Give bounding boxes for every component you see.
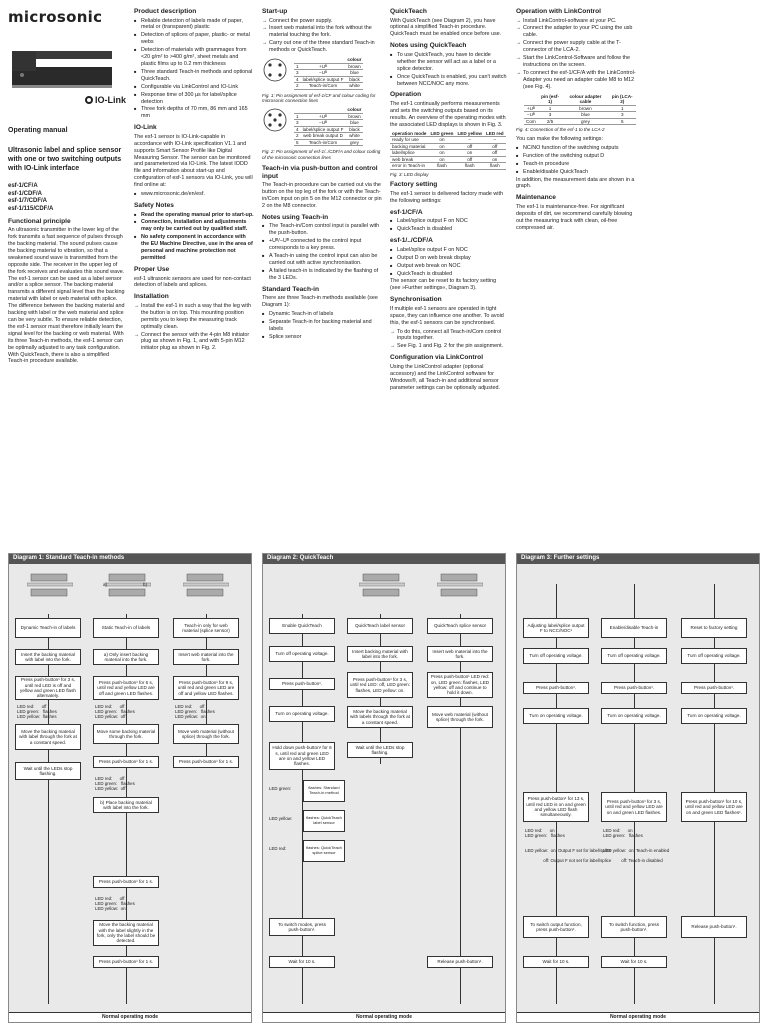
linkcontrol-heading: Configuration via LinkControl — [390, 354, 484, 362]
list-item: → To connect the esf-1/CF/A with the LinkControl-Adapter you need an adapter cable M8 to M12 (see Fig. 4). — [516, 70, 636, 91]
mode-splice: flashes: QuickTeach splice sensor — [303, 840, 345, 862]
flow-step: To switch output function, press push-button¹. — [523, 916, 589, 938]
list-item: ■ Teach-in procedure — [516, 161, 636, 168]
qnotes-heading: Notes using QuickTeach — [390, 42, 467, 50]
led-state: LED red: off LED green: flashes LED yellow: on — [175, 704, 215, 720]
list-item: ■ Three fork depths of 70 mm, 86 mm and 165 mm — [134, 106, 254, 120]
operation-heading: Operation — [390, 91, 422, 99]
table-row: 1 +Uᴮ brown — [294, 63, 363, 70]
list-item: → Start the LinkControl-Software and follow the instructions on the screen. — [516, 55, 636, 69]
enable-quickteach-header: Enable QuickTeach — [269, 618, 335, 634]
table-row: 4 label/splice output F black — [294, 126, 363, 133]
fork-illustration — [183, 572, 229, 598]
functional-heading: Functional principle — [8, 217, 71, 225]
list-item: → See Fig. 1 and Fig. 2 for the pin assignment. — [390, 343, 508, 350]
factory-heading: Factory setting — [390, 181, 438, 189]
fork-illustration — [27, 572, 73, 598]
factory-text: The esf-1 sensor is delivered factory made with the following settings: — [390, 191, 503, 204]
flow-step: Press push-button¹ for 1 s. — [93, 756, 159, 768]
list-item: ■ To use QuickTeach, you have to decide whether the sensor will act as a label or a splice detector. — [390, 52, 508, 73]
fig2-pin-assignment — [262, 107, 382, 146]
fork-illustration — [437, 572, 483, 598]
list-item: ■ Output web break on NOC — [390, 263, 508, 270]
safety-list — [134, 212, 254, 262]
list-item: ■ QuickTeach is disabled — [390, 226, 508, 233]
flow-step: Press push-button¹. — [681, 682, 747, 694]
flow-step: Turn off operating voltage. — [681, 648, 747, 664]
led-green-label: LED green: — [269, 786, 292, 791]
list-item: ■ No safety component in accordance with the EU Machine Directive, use in the area of personal and machine protection not permitted — [134, 234, 254, 262]
startup-list — [262, 18, 382, 55]
dynamic-teachin-header: Dynamic Teach-in of labels — [15, 618, 81, 638]
list-item: ■ Label/splice output F on NOC — [390, 247, 508, 254]
installation-heading: Installation — [134, 293, 169, 301]
flow-step: To switch function, press push-button¹. — [601, 916, 667, 938]
diagram-footer: Normal operating mode — [9, 1012, 251, 1022]
table-row: 5 Teach-in/Com grey — [294, 139, 363, 146]
flow-step: Press push-button¹ for 13 s, until red LED is on and green and yellow LED flash simultaneously. — [523, 792, 589, 822]
flow-step: Wait until the LEDs stop flashing. — [347, 742, 413, 758]
flow-step: Press push-button¹ for 3 s, until red and yellow LED are on and green LED flashes. — [601, 792, 667, 822]
diagram-2 — [262, 553, 506, 1023]
cf-heading: esf-1/CF/A — [390, 208, 423, 216]
list-item: ■ Reliable detection of labels made of paper, metal or (transparent) plastic — [134, 18, 254, 32]
quickteach-text: With QuickTeach (see Diagram 2), you have optional a simplified Teach-in procedure. QuickTeach must be enabled once before use. — [390, 17, 502, 38]
led-yellow-label: LED yellow: — [269, 816, 293, 821]
diagram-title: Diagram 1: Standard Teach-in methods — [9, 554, 251, 564]
led-red-label: LED red: — [269, 846, 287, 851]
flow-step: Press push-button¹. — [269, 678, 335, 690]
flow-step: Wait for 10 s. — [269, 956, 335, 968]
fig2-caption: Fig. 2: Pin assignment of esf-1/../CDF/A and colour coding of the microsonic connection lines — [262, 149, 381, 161]
flow-step: Press push-button¹ for 3 s, until red LED: off, LED green: flashes, LED yellow: on. — [347, 672, 413, 698]
quickteach-heading: QuickTeach — [390, 8, 427, 15]
diagram-1 — [8, 553, 252, 1023]
standard-heading: Standard Teach-in — [262, 285, 320, 293]
model-list — [8, 183, 126, 214]
led-state: LED red: off LED green: flashes LED yellow: off — [95, 704, 135, 720]
fig4-table: pin (esf-1) colour adapter cable pin (LCA-2) +Uᴮ 1 brown 1 −Uᴮ 3 blue 3 Com 2/5 grey 5 — [524, 94, 636, 126]
model-item: esf-1/7/CDF/A — [8, 198, 48, 205]
flow-step: Press push-button¹ for 1 s. — [93, 876, 159, 888]
table-row: 2 Teach-in/Com white — [294, 83, 363, 90]
make-text: You can make the following settings: — [516, 136, 604, 143]
cdf-list — [390, 247, 508, 278]
flow-step: Press push-button¹ for 1 s. — [173, 756, 239, 768]
iolink-text: The esf-1 sensor is IO-Link-capable in accordance with IO-Link specification V1.1 and supports Smart Sensor Profile like Digital Measuring Sensor. The sensor can be monitored and parameterized via IO-Link. The latest IODD file and information about start-up and configuration of esf-1 sensors via IO-Link, you will find online at: — [134, 133, 253, 189]
list-item: ■ Function of the switching output D — [516, 153, 636, 160]
label-a: a) — [103, 582, 107, 587]
list-item: ■ The Teach-in/Com control input is parallel with the push-button. — [262, 223, 382, 237]
flow-step: Turn off operating voltage. — [269, 646, 335, 662]
list-item: → Connect the adapter to your PC using the usb cable. — [516, 25, 636, 39]
table-row: 3 −Uᴮ blue — [294, 70, 363, 77]
notes-list — [262, 223, 382, 281]
maintenance-heading: Maintenance — [516, 194, 556, 202]
quickteach-label-header: QuickTeach label sensor — [347, 618, 413, 634]
column-5 — [516, 8, 636, 234]
model-item: esf-1/115/CDF/A — [8, 205, 54, 212]
qnotes-list — [390, 52, 508, 88]
table-row: error in Teach-in flash flash flash — [390, 163, 506, 170]
diagram-3 — [516, 553, 760, 1023]
table-row: 4 label/splice output F black — [294, 76, 363, 83]
flow-step: Turn off operating voltage. — [523, 648, 589, 664]
flow-step: b) Place backing material with label into the fork. — [93, 797, 159, 813]
flow-step: Wait until the LEDs stop flashing. — [15, 762, 81, 780]
column-2 — [134, 8, 254, 353]
enable-teachin-header: Enable/disable Teach-in — [601, 618, 667, 638]
product-list — [134, 18, 254, 121]
web-teachin-header: Teach-in only for web material (splice sensor) — [173, 618, 239, 638]
label-b: b) — [143, 582, 147, 587]
diagrams-text: In addition, the measurement data are shown in a graph. — [516, 176, 635, 190]
list-item: ■ Three standard Teach-in methods and optional QuickTeach. — [134, 69, 254, 83]
sync-list — [390, 329, 508, 351]
sync-heading: Synchronisation — [390, 296, 442, 304]
list-item: → Connect the power supply cable at the T-connector of the LCA-2. — [516, 40, 636, 54]
list-item: → Install LinkControl-software at your PC. — [516, 18, 636, 25]
list-item: ■ Detection of materials with grammages from <20 g/m² to >400 g/m², sheet metals and plastic films up to 0.2 mm thickness — [134, 47, 254, 68]
column-4 — [390, 8, 508, 394]
make-list — [516, 145, 636, 176]
iolink-icon — [85, 96, 93, 104]
diagram-title: Diagram 3: Further settings — [517, 554, 759, 564]
led-state: LED red: off LED green: flashes LED yellow: flashes — [17, 704, 57, 720]
table-row: web break on off on — [390, 156, 506, 163]
table-row: 3 −Uᴮ blue — [294, 120, 363, 127]
fig2-table — [294, 107, 363, 146]
flow-step: Press push-button¹ for 1 s. — [93, 956, 159, 968]
model-item: esf-1/CF/A — [8, 182, 38, 189]
notes-heading: Notes using Teach-in — [262, 213, 329, 221]
adjust-output-header: Adjusting label/splice output F to NCC/NOC¹ — [523, 618, 589, 638]
table-row: backing material on off off — [390, 143, 506, 150]
proper-use-heading: Proper Use — [134, 265, 170, 273]
list-item: ■ Connection, installation and adjustments may only be carried out by qualified staff. — [134, 219, 254, 233]
flow-step: Turn on operating voltage. — [269, 706, 335, 722]
diagram-footer: Normal operating mode — [517, 1012, 759, 1022]
flow-step: Move some backing material through the fork. — [93, 724, 159, 744]
op-linkcontrol-list — [516, 18, 636, 91]
flow-step: Press push-button¹ for 9 s, until red and green LED are off and yellow LED flashes. — [173, 676, 239, 700]
flow-step: Release push-button¹. — [681, 916, 747, 938]
list-item: → Install the esf-1 in such a way that the leg with the button is on top. This mounting position permits you to keep the measuring track optimally clean. — [134, 303, 254, 331]
flow-step: Wait for 10 s. — [523, 956, 589, 968]
maintenance-text: The esf-1 is maintenance-free. For significant deposits of dirt, we recommend carefully blowing out the measuring track with clean, oil-free compressed air. — [516, 203, 633, 231]
installation-list — [134, 303, 254, 352]
table-row: +Uᴮ 1 brown 1 — [524, 105, 636, 112]
cdf-heading: esf-1/../CDF/A — [390, 237, 433, 245]
led-state: LED red: on LED green: flashes — [525, 828, 565, 839]
table-row: ready for use on – – — [390, 137, 506, 144]
flow-step: Insert backing material with label into the fork. — [347, 646, 413, 662]
fig4-caption: Fig. 4: Connection of the esf-1 to the LCA-2 — [516, 127, 605, 133]
flow-step: Press push-button¹. — [523, 682, 589, 694]
flow-step: a) Only insert backing material into the fork. — [93, 649, 159, 665]
table-row: 2 web break output D white — [294, 133, 363, 140]
flow-step: Move web material (without splice) through the fork. — [173, 724, 239, 744]
list-item: → Insert web material into the fork without the material touching the fork. — [262, 25, 382, 39]
flow-step: Turn on operating voltage. — [681, 708, 747, 724]
fig1-table — [294, 57, 363, 90]
column-3 — [262, 8, 382, 342]
startup-heading: Start-up — [262, 8, 288, 15]
led-state: LED yellow: on: Teach-in enabled off: Teach-in disabled — [603, 848, 670, 864]
list-item: ■ Enable/disable QuickTeach — [516, 169, 636, 176]
flow-step: Press push-button¹ for 3 s, until red LED is off and yellow and green LED flash alternately. — [15, 676, 81, 700]
flow-step: Hold down push-button¹ for 6 s, until red and green LED are on and yellow LED flashes. — [269, 742, 335, 770]
teach-heading: Teach-in via push-button and control input — [262, 165, 378, 180]
list-item: ■ +Uᴮ/−Uᴮ connected to the control input corresponds to a key press. — [262, 238, 382, 252]
list-item: ■ A failed teach-in is indicated by the flashing of the 3 LEDs. — [262, 268, 382, 282]
op-linkcontrol-heading: Operation with LinkControl — [516, 8, 601, 15]
flow-step: Turn off operating voltage. — [601, 648, 667, 664]
iolink-url[interactable]: ■ www.microsonic.de/en/esf. — [134, 191, 254, 198]
m12-connector-icon — [262, 107, 288, 133]
list-item: → To do this, connect all Teach-in/Com control inputs together. — [390, 329, 508, 343]
flow-step: Insert web material into the fork. — [173, 649, 239, 665]
flow-step: To switch modes, press push-button¹. — [269, 918, 335, 936]
mode-label: flashes: QuickTeach label sensor — [303, 810, 345, 832]
fig1-pin-assignment — [262, 57, 382, 90]
fig3-led-table: operation mode LED green LED yellow LED red ready for use on – – backing material on off off label/splice on on off web break on off on error in Teach-in flash flash flash — [392, 130, 504, 169]
list-item: ■ Separate Teach-in for backing material and labels — [262, 319, 382, 333]
brand-logo: microsonic — [8, 8, 103, 26]
fig1-caption: Fig. 1: Pin assignment of esf-1/CF and colour coding for microsonic connection lines — [262, 92, 376, 104]
functional-text: An ultrasonic transmitter in the lower leg of the fork transmits a fast sequence of pulses through the backing material. The sound pulses cause the backing material to vibration, so that a weakened sound wave is transmitted from the opposite side. The receiver in the upper leg of the fork receives and evaluates this sound wave. The esf-1 sensor can be used as a label sensor and/or a splice sensor. The backing material transmits a different signal level than the backing material with label or web material with splice. The difference between the backing material and backing with label or the web material and splice can be very subtle. To ensure reliable detection, the esf-1 sensor must therefore initially learn the signal level for the backing or web material. With its three Teach-in methods, the esf-1 sensor can be optimally adjusted to any task configuration. With QuickTeach, there is also a simplified Teach-in procedure available. — [8, 227, 125, 365]
list-item: ■ Response time of 300 µs for label/splice detection — [134, 92, 254, 106]
fork-sensor-illustration — [8, 37, 126, 97]
list-item: → Carry out one of the three standard Teach-in methods or QuickTeach. — [262, 40, 382, 54]
flow-step: Move web material (without splice) through the fork. — [427, 706, 493, 728]
flow-step: Turn on operating voltage. — [601, 708, 667, 724]
table-row: label/splice on on off — [390, 150, 506, 157]
list-item: → Connect the power supply. — [262, 18, 382, 25]
list-item: ■ Configurable via LinkControl and IO-Link — [134, 84, 254, 91]
reset-text: The sensor can be reset to its factory setting (see »Further settings«, Diagram 3). — [390, 278, 497, 292]
operating-manual-heading: Operating manual — [8, 126, 68, 134]
standard-text: There are three Teach-in methods available (see Diagram 1): — [262, 295, 378, 309]
table-header: colour — [347, 107, 362, 113]
list-item: ■ NC/NO function of the switching outputs — [516, 145, 636, 152]
flow-step: Insert web material into the fork. — [427, 646, 493, 662]
flow-step: Turn on operating voltage. — [523, 708, 589, 724]
table-row: 1 +Uᴮ brown — [294, 113, 363, 120]
model-item: esf-1/CDF/A — [8, 190, 43, 197]
list-item: ■ Detection of splices of paper, plastic- or metal webs — [134, 32, 254, 46]
quickteach-splice-header: QuickTeach splice sensor — [427, 618, 493, 634]
list-item: ■ Output D on web break display — [390, 255, 508, 262]
flow-step: Move the backing material with label through the fork at a constant speed. — [15, 724, 81, 750]
list-item: ■ A Teach-in using the control input can also be carried out with active synchronisation. — [262, 253, 382, 267]
flow-step: Insert the backing material with label into the fork. — [15, 649, 81, 665]
led-state: LED red: on LED green: flashes — [603, 828, 643, 839]
operation-text: The esf-1 continually performs measurements and sets the switching outputs based on its results. An overview of the operating modes with the associated LED displays is shown in Fig. 3. — [390, 100, 506, 128]
iolink-heading: IO-Link — [134, 124, 157, 132]
list-item: ■ Read the operating manual prior to start-up. — [134, 212, 254, 219]
sensor-image — [8, 37, 126, 97]
flow-step: Wait for 10 s. — [601, 956, 667, 968]
led-state: LED red: off LED green: flashes LED yellow: off — [95, 776, 135, 792]
static-teachin-header: Static Teach-in of labels — [93, 618, 159, 638]
fork-illustration — [359, 572, 405, 598]
led-state: LED yellow: on: Output F set for label/splice off: Output F not set for label/splice — [525, 848, 612, 864]
list-item: ■ Dynamic Teach-in of labels — [262, 311, 382, 318]
linkcontrol-text: Using the LinkControl adapter (optional accessory) and the LinkControl software for Windows®, all Teach-in and additional sensor parameter settings can be optionally adjusted. — [390, 363, 500, 391]
proper-use-text: esf-1 ultrasonic sensors are used for non-contact detection of labels and splices. — [134, 275, 251, 289]
list-item: → Connect the sensor with the 4-pin M8 initiator plug as shown in Fig. 1, and with 5-pin M12 initiator plug as shown in Fig. 2. — [134, 332, 254, 353]
flow-step: Press push-button¹. — [601, 682, 667, 694]
iolink-text: IO-Link — [95, 95, 126, 106]
teach-text: The Teach-in procedure can be carried out via the button on the top leg of the fork or with the Teach-in/Com input on pin 5 on the M12 connector or pin 2 on the M8 connector. — [262, 182, 382, 209]
sync-text: If multiple esf-1 sensors are operated in tight space, they can influence one another. To avoid this, the esf-1 sensors can be synchronised. — [390, 305, 504, 326]
diagram-title: Diagram 2: QuickTeach — [263, 554, 505, 564]
diagram-footer: Normal operating mode — [263, 1012, 505, 1022]
table-header: colour — [347, 57, 362, 63]
table-row: −Uᴮ 3 blue 3 — [524, 112, 636, 119]
reset-factory-header: Reset to factory setting — [681, 618, 747, 638]
flow-step: Press push-button¹ for 10 s, until red and yellow LED are on and green LED flashes¹. — [681, 792, 747, 822]
product-title: Ultrasonic label and splice sensor with one or two switching outputs with IO-Link interface — [8, 146, 122, 172]
product-heading: Product description — [134, 8, 197, 15]
list-item: ■ QuickTeach is disabled — [390, 271, 508, 278]
list-item: ■ Splice sensor — [262, 334, 382, 341]
list-item: ■ Once QuickTeach is enabled, you can't switch between NCC/NOC any more. — [390, 74, 508, 88]
fig3-caption: Fig. 3: LED display — [390, 171, 429, 177]
flow-step: Press push-button¹ LED red: on, LED green: flashes, LED yellow: off and continue to hold it down. — [427, 672, 493, 698]
m8-connector-icon — [262, 57, 288, 83]
mode-standard: flashes: Standard Teach-in method — [303, 780, 345, 802]
flow-step: Press push-button¹ for 6 s, until red and yellow LED are off and green LED flashes. — [93, 676, 159, 700]
column-1 — [8, 8, 126, 367]
standard-list — [262, 311, 382, 341]
flow-step: Release push-button¹. — [427, 956, 493, 968]
safety-heading: Safety Notes — [134, 202, 174, 209]
cf-list — [390, 218, 508, 233]
flow-step: Move the backing material with the label slightly in the fork, only the label should be detected. — [93, 920, 159, 946]
list-item: ■ Label/splice output F on NOC — [390, 218, 508, 225]
led-state: LED red: off LED green: flashes LED yellow: on — [95, 896, 135, 912]
flow-step: Move the backing material with labels through the fork at a constant speed. — [347, 706, 413, 728]
table-row: Com 2/5 grey 5 — [524, 118, 636, 125]
